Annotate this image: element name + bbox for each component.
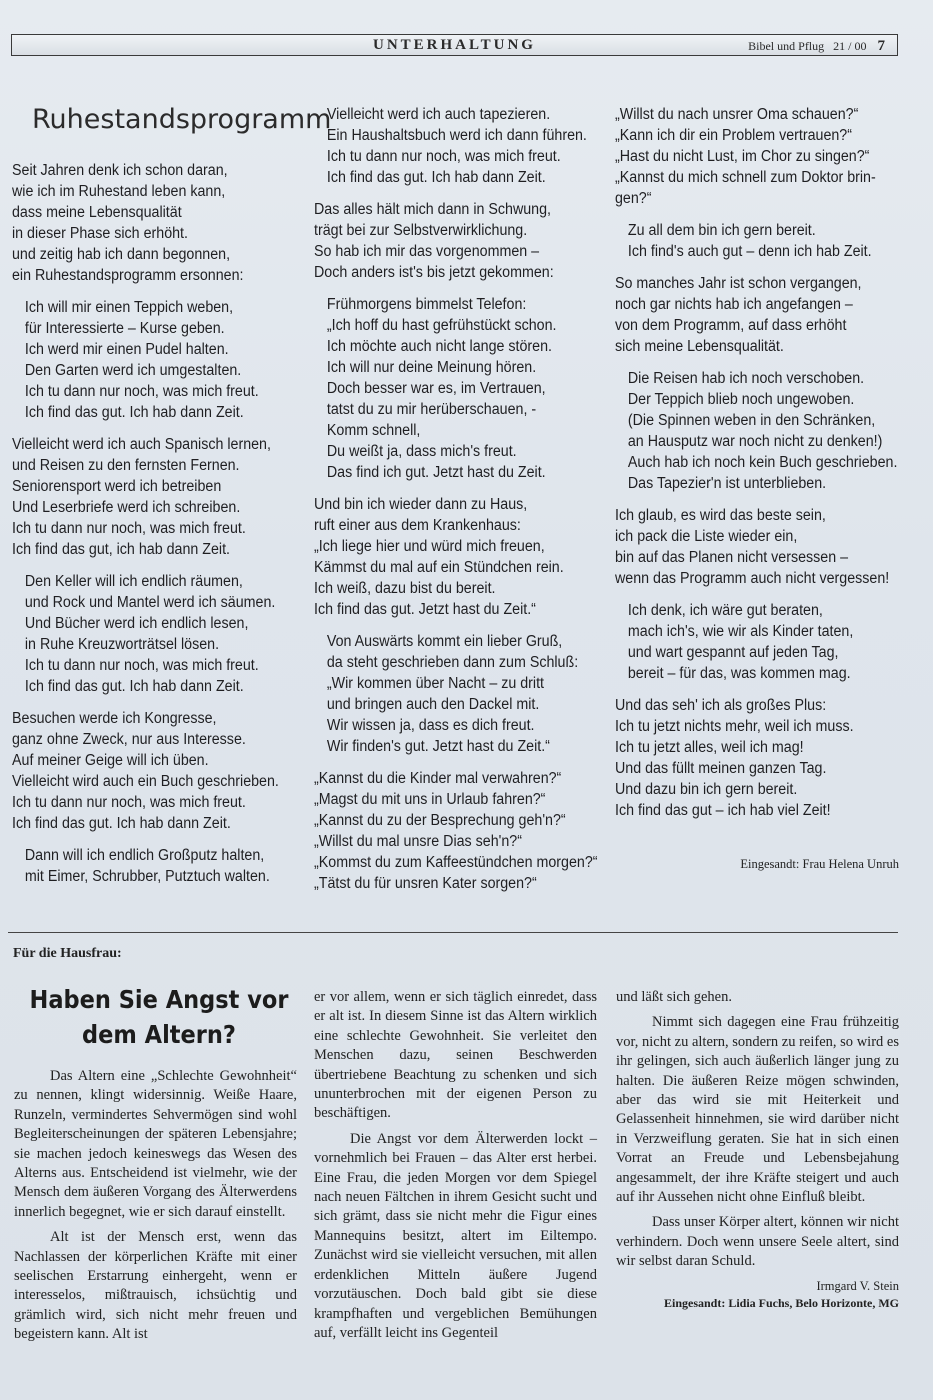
poem-line: Dann will ich endlich Großputz halten,	[24, 847, 265, 864]
poem-line: Wir wissen ja, dass es dich freut.	[326, 717, 535, 734]
poem-line: sich meine Lebensqualität.	[615, 338, 784, 355]
poem-line: So manches Jahr ist schon vergangen,	[615, 275, 862, 292]
poem-line: von dem Programm, auf dass erhöht	[615, 317, 847, 334]
section-title: UNTERHALTUNG	[373, 37, 536, 53]
poem-line: Ich tu jetzt alles, weil ich mag!	[615, 739, 804, 756]
article-paragraph: und läßt sich gehen.	[616, 989, 732, 1005]
poem-line: Ich find das gut. Ich hab dann Zeit.	[24, 678, 244, 695]
poem-line: und zeitig hab ich dann begonnen,	[12, 246, 231, 263]
poem-line: in dieser Phase sich erhöht.	[12, 225, 188, 242]
poem-line: Ich tu jetzt nichts mehr, weil ich muss.	[615, 718, 854, 735]
poem-line: Der Teppich blieb noch ungewoben.	[627, 391, 855, 408]
poem-stanza	[12, 297, 279, 423]
poem-line: „Kannst du mich schnell zum Doktor brin-	[615, 169, 876, 186]
poem-line: wie ich im Ruhestand leben kann,	[12, 183, 226, 200]
poem-line: Frühmorgens bimmelst Telefon:	[326, 296, 527, 313]
poem-line: Doch besser war es, im Vertrauen,	[326, 380, 546, 397]
poem-stanza	[615, 273, 897, 357]
poem-stanza	[615, 695, 897, 821]
poem-line: Zu all dem bin ich gern bereit.	[627, 222, 816, 239]
poem-line: gen?“	[615, 190, 652, 207]
poem-line: Kämmst du mal auf ein Stündchen rein.	[314, 559, 564, 576]
poem-line: Vielleicht werd ich auch Spanisch lernen,	[12, 436, 271, 453]
poem-line: bin auf das Planen nicht versessen –	[615, 549, 849, 566]
poem-line: Den Garten werd ich umgestalten.	[24, 362, 242, 379]
poem-line: und bringen auch den Dackel mit.	[326, 696, 540, 713]
poem-line: Und dazu bin ich gern bereit.	[615, 781, 798, 798]
poem-line: ein Ruhestandsprogramm ersonnen:	[12, 267, 244, 284]
article-column-3	[616, 988, 899, 1312]
article-paragraph: er vor allem, wenn er sich täglich einredet, dass er alt ist. In diesem Sinne ist das Altern wirklich eine schlechte Gewohnheit. Sie verleitet den Menschen dazu, seinen Beschwerden übertriebene Beachtung zu schenken und sich ununterbrochen mit der eigenen Person zu beschäftigen.	[314, 989, 597, 1122]
poem-line: „Tätst du für unsren Kater sorgen?“	[314, 875, 537, 892]
poem-stanza	[314, 199, 598, 283]
poem-line: und wart gespannt auf jeden Tag,	[627, 644, 839, 661]
poem-column-3	[615, 104, 897, 832]
poem-line: bereit – für das, was kommen mag.	[627, 665, 851, 682]
poem-line: Und bin ich wieder dann zu Haus,	[314, 496, 528, 513]
page-header	[11, 34, 898, 56]
poem-line: und Reisen zu den fernsten Fernen.	[12, 457, 240, 474]
poem-line: Ich weiß, dazu bist du bereit.	[314, 580, 496, 597]
page-number: 7	[877, 38, 885, 54]
poem-line: Ein Haushaltsbuch werd ich dann führen.	[326, 127, 587, 144]
poem-stanza	[615, 220, 897, 262]
poem-stanza	[314, 631, 598, 757]
poem-stanza	[314, 104, 598, 188]
article-paragraph: Nimmt sich dagegen eine Frau frühzeitig vor, nicht zu altern, sondern zu reifen, so wird es ihr gelingen, sich auch äußerlich länger jung zu halten. Die äußeren Reize mögen schwinden, aber das wird sie mit Heiterkeit und Gelassenheit hinnehmen, sie wird darüber nicht in Verzweiflung geraten. Sie hat in sich einen Vorrat an Freude und Lebensbejahung angesammelt, der ihre Kräfte steigert und auch auf ihr Aussehen nicht ohne Einfluß bleibt.	[616, 1014, 899, 1206]
poem-stanza	[615, 104, 897, 209]
poem-column-1	[12, 160, 279, 898]
poem-line: Ich find's auch gut – denn ich hab Zeit.	[627, 243, 872, 260]
poem-line: „Magst du mit uns in Urlaub fahren?“	[314, 791, 546, 808]
poem-line: Ich find das gut. Jetzt hast du Zeit.“	[314, 601, 536, 618]
poem-line: Ich find das gut, ich hab dann Zeit.	[12, 541, 231, 558]
poem-line: mach ich's, wie wir als Kinder taten,	[627, 623, 854, 640]
poem-line: Du weißt ja, dass mich's freut.	[326, 443, 517, 460]
article-paragraph: Die Angst vor dem Älterwerden lockt – vornehmlich bei Frauen – das Alter erst herbei. Eine Frau, die jeden Morgen vor dem Spiegel nach neuen Fältchen in ihrem Gesicht sucht und sich grämt, dass sie nicht mehr die Figur eines Mannequins besitzt, altert im Eiltempo. Zunächst wird sie vielleicht versuchen, mit allen erdenklichen Mitteln äußere Jugend vorzutäuschen. Doch bald gibt sie diese krampfhaften und vergeblichen Bemühungen auf, verfällt leicht ins Gegenteil	[314, 1130, 597, 1341]
poem-stanza	[314, 768, 598, 894]
poem-line: So hab ich mir das vorgenommen –	[314, 243, 540, 260]
poem-line: Ich find das gut. Ich hab dann Zeit.	[12, 815, 231, 832]
poem-line: „Kannst du zu der Besprechung geh'n?“	[314, 812, 566, 829]
poem-line: Und das seh' ich als großes Plus:	[615, 697, 827, 714]
poem-line: und Rock und Mantel werd ich säumen.	[24, 594, 276, 611]
poem-line: Das find ich gut. Jetzt hast du Zeit.	[326, 464, 546, 481]
poem-line: Ich glaub, es wird das beste sein,	[615, 507, 826, 524]
poem-line: Wir finden's gut. Jetzt hast du Zeit.“	[326, 738, 550, 755]
article-paragraph: Das Altern eine „Schlechte Gewohnheit“ zu nennen, klingt widersinnig. Weiße Haare, Runzeln, vermindertes Sehvermögen sind wohl Begleiterscheinungen der späteren Lebensjahre; sie machen jedoch keineswegs das Wesen des Alterns aus. Entscheidend ist vielmehr, wie der Mensch dem äußeren Vorgang des Älterwerdens innerlich begegnet, wie er sich darauf einstellt.	[14, 1068, 297, 1220]
poem-line: Und das füllt meinen ganzen Tag.	[615, 760, 827, 777]
poem-line: mit Eimer, Schrubber, Putztuch walten.	[24, 868, 270, 885]
poem-line: Seit Jahren denk ich schon daran,	[12, 162, 228, 179]
poem-stanza	[314, 294, 598, 483]
poem-stanza	[314, 494, 598, 620]
poem-line: Den Keller will ich endlich räumen,	[24, 573, 243, 590]
poem-line: Ich will nur deine Meinung hören.	[326, 359, 537, 376]
publication-info	[748, 38, 885, 55]
article-column-1	[14, 1067, 297, 1351]
poem-line: Auf meiner Geige will ich üben.	[12, 752, 209, 769]
poem-line: wenn das Programm auch nicht vergessen!	[615, 570, 890, 587]
publication-name: Bibel und Pflug	[748, 39, 825, 53]
poem-line: ruft einer aus dem Krankenhaus:	[314, 517, 521, 534]
article-author: Irmgard V. Stein	[816, 1278, 899, 1293]
poem-stanza	[12, 160, 279, 286]
article-kicker: Für die Hausfrau:	[13, 946, 122, 961]
poem-line: noch gar nichts hab ich angefangen –	[615, 296, 853, 313]
poem-line: Ich tu dann nur noch, was mich freut.	[24, 383, 259, 400]
poem-line: (Die Spinnen weben in den Schränken,	[627, 412, 876, 429]
poem-line: Komm schnell,	[326, 422, 421, 439]
poem-line: Ich will mir einen Teppich weben,	[24, 299, 234, 316]
poem-line: Und Leserbriefe werd ich schreiben.	[12, 499, 241, 516]
poem-line: Besuchen werde ich Kongresse,	[12, 710, 217, 727]
poem-line: Doch anders ist's bis jetzt gekommen:	[314, 264, 554, 281]
poem-line: Ich tu dann nur noch, was mich freut.	[12, 794, 246, 811]
poem-line: Seniorensport werd ich betreiben	[12, 478, 222, 495]
article-paragraph: Dass unser Körper altert, können wir nicht verhindern. Doch wenn unsere Seele altert, sind wir selbst daran Schuld.	[616, 1214, 899, 1270]
poem-stanza	[12, 708, 279, 834]
poem-line: Ich find das gut – ich hab viel Zeit!	[615, 802, 831, 819]
poem-line: Das alles hält mich dann in Schwung,	[314, 201, 552, 218]
poem-line: Ich tu dann nur noch, was mich freut.	[326, 148, 561, 165]
poem-line: ich pack die Liste wieder ein,	[615, 528, 798, 545]
poem-line: Die Reisen hab ich noch verschoben.	[627, 370, 865, 387]
article-submitted-by: Eingesandt: Lidia Fuchs, Belo Horizonte, MG	[663, 1295, 899, 1310]
poem-line: Vielleicht wird auch ein Buch geschrieben.	[12, 773, 279, 790]
poem-line: Ich tu dann nur noch, was mich freut.	[24, 657, 259, 674]
poem-line: „Willst du mal unsre Dias seh'n?“	[314, 833, 522, 850]
poem-column-2	[314, 104, 598, 905]
poem-line: „Willst du nach unsrer Oma schauen?“	[615, 106, 859, 123]
poem-line: tatst du zu mir herüberschauen, -	[326, 401, 537, 418]
poem-stanza	[12, 845, 279, 887]
article-title: Haben Sie Angst vor dem Altern?	[29, 985, 289, 1049]
poem-line: ganz ohne Zweck, nur aus Interesse.	[12, 731, 246, 748]
poem-line: Ich möchte auch nicht lange stören.	[326, 338, 553, 355]
poem-line: da steht geschrieben dann zum Schluß:	[326, 654, 579, 671]
article-paragraph: Alt ist der Mensch erst, wenn das Nachlassen der körperlichen Kräfte mit einer seelischen Erstarrung einhergeht, wenn er interesselos, mißtrauisch, ichsüchtig und grämlich wird, sich nicht mehr freuen und begeistern kann. Alt ist	[14, 1229, 297, 1343]
poem-line: Vielleicht werd ich auch tapezieren.	[326, 106, 551, 123]
poem-line: Ich werd mir einen Pudel halten.	[24, 341, 229, 358]
poem-line: „Wir kommen über Nacht – zu dritt	[326, 675, 545, 692]
poem-line: für Interessierte – Kurse geben.	[24, 320, 225, 337]
poem-line: trägt bei zur Selbstverwirklichung.	[314, 222, 528, 239]
poem-line: „Hast du nicht Lust, im Chor zu singen?“	[615, 148, 870, 165]
issue-number: 21 / 00	[833, 39, 867, 53]
poem-stanza	[12, 434, 279, 560]
poem-line: „Kann ich dir ein Problem vertrauen?“	[615, 127, 853, 144]
article-column-2	[314, 988, 597, 1349]
poem-line: dass meine Lebensqualität	[12, 204, 182, 221]
poem-line: Und Bücher werd ich endlich lesen,	[24, 615, 249, 632]
poem-stanza	[615, 368, 897, 494]
poem-line: Ich tu dann nur noch, was mich freut.	[12, 520, 246, 537]
poem-line: an Hausputz war noch nicht zu denken!)	[627, 433, 883, 450]
poem-line: „Kommst du zum Kaffeestündchen morgen?“	[314, 854, 598, 871]
poem-line: Ich find das gut. Ich hab dann Zeit.	[326, 169, 546, 186]
poem-line: Das Tapezier'n ist unterblieben.	[627, 475, 827, 492]
poem-line: „Kannst du die Kinder mal verwahren?“	[314, 770, 562, 787]
poem-credit: Eingesandt: Frau Helena Unruh	[740, 857, 899, 871]
poem-line: „Ich hoff du hast gefrühstückt schon.	[326, 317, 557, 334]
poem-line: „Ich liege hier und würd mich freuen,	[314, 538, 545, 555]
poem-line: in Ruhe Kreuzworträtsel lösen.	[24, 636, 220, 653]
section-divider	[8, 932, 898, 933]
poem-stanza	[12, 571, 279, 697]
poem-line: Ich find das gut. Ich hab dann Zeit.	[24, 404, 244, 421]
poem-stanza	[615, 600, 897, 684]
poem-title: Ruhestandsprogramm	[32, 104, 332, 135]
poem-line: Auch hab ich noch kein Buch geschrieben.	[627, 454, 898, 471]
poem-line: Von Auswärts kommt ein lieber Gruß,	[326, 633, 563, 650]
poem-stanza	[615, 505, 897, 589]
poem-line: Ich denk, ich wäre gut beraten,	[627, 602, 823, 619]
